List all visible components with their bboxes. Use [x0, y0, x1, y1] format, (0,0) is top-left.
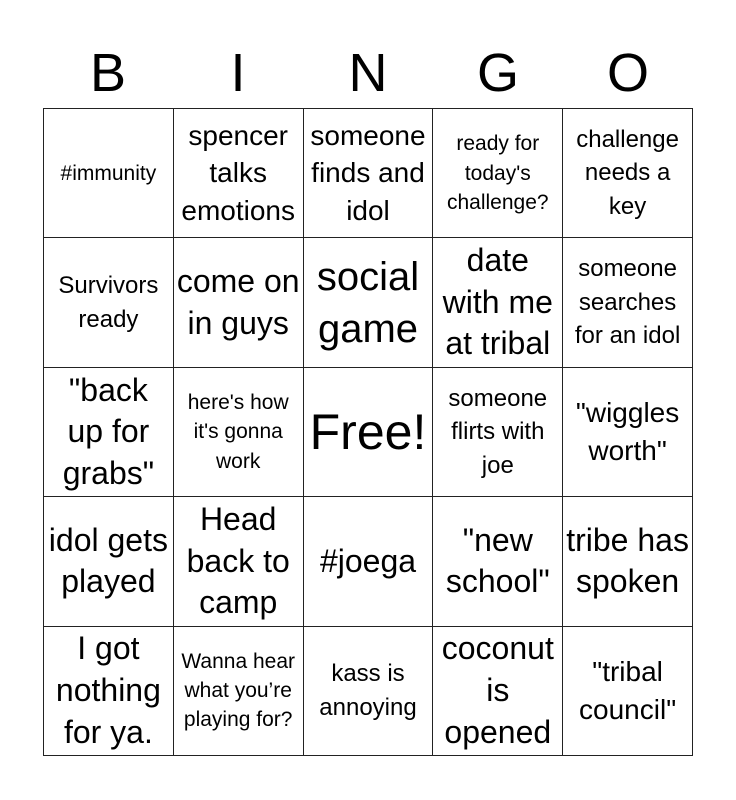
bingo-cell[interactable] — [44, 368, 174, 497]
bingo-cell[interactable] — [174, 368, 304, 497]
bingo-cell[interactable] — [44, 627, 174, 756]
bingo-cell-text: kass is annoying — [319, 660, 417, 721]
bingo-board — [43, 108, 693, 756]
bingo-cell-text: I got nothing for ya. — [55, 630, 161, 750]
bingo-cell-text: "tribal council" — [579, 655, 677, 725]
bingo-cell-text: someone finds and idol — [310, 119, 426, 227]
bingo-cell[interactable] — [174, 238, 304, 367]
bingo-cell[interactable] — [174, 627, 304, 756]
bingo-cell[interactable] — [433, 627, 563, 756]
bingo-cell-text: Wanna hear what you’re playing for? — [181, 649, 295, 732]
bingo-cell-text: social game — [316, 254, 420, 351]
bingo-cell[interactable] — [44, 238, 174, 367]
bingo-cell[interactable] — [433, 109, 563, 238]
bingo-cell-text: #immunity — [60, 161, 157, 185]
bingo-header — [43, 38, 693, 108]
header-letter-n: N — [348, 43, 388, 103]
bingo-cell-text: coconut is opened — [441, 630, 554, 750]
bingo-cell-text: someone searches for an idol — [574, 255, 681, 350]
bingo-cell[interactable] — [563, 238, 693, 367]
bingo-cell-text: "back up for grabs" — [62, 371, 155, 491]
bingo-cell[interactable] — [563, 497, 693, 626]
bingo-cell[interactable] — [44, 109, 174, 238]
header-letter-g: G — [476, 43, 519, 103]
bingo-cell-text: come on in guys — [176, 263, 300, 341]
bingo-cell-text: Head back to camp — [186, 501, 290, 621]
header-letter-o: O — [606, 43, 649, 103]
bingo-cell-text: here's how it's gonna work — [187, 390, 289, 473]
bingo-cell[interactable] — [304, 238, 434, 367]
bingo-cell-text: spencer talks emotions — [181, 119, 295, 227]
bingo-cell[interactable] — [304, 109, 434, 238]
bingo-cell[interactable] — [563, 627, 693, 756]
header-letter-b: B — [89, 43, 127, 103]
bingo-cell[interactable] — [304, 627, 434, 756]
bingo-cell[interactable] — [174, 109, 304, 238]
bingo-cell-text: idol gets played — [48, 521, 168, 600]
bingo-cell-text: "wiggles worth" — [575, 397, 680, 466]
bingo-cell[interactable] — [563, 368, 693, 497]
bingo-cell-text: challenge needs a key — [576, 125, 679, 220]
bingo-cell[interactable] — [563, 109, 693, 238]
bingo-cell[interactable] — [44, 497, 174, 626]
bingo-cell-text: date with me at tribal — [442, 242, 553, 362]
free-space-cell[interactable] — [304, 368, 434, 497]
bingo-cell-text: #joega — [319, 542, 417, 579]
bingo-cell-text: someone flirts with joe — [448, 384, 548, 479]
bingo-cell-text: Survivors ready — [58, 272, 159, 333]
bingo-cell-text: ready for today's challenge? — [446, 132, 549, 214]
bingo-cell[interactable] — [433, 238, 563, 367]
bingo-cell[interactable] — [304, 497, 434, 626]
bingo-cell-text: tribe has spoken — [566, 521, 689, 600]
bingo-cell[interactable] — [174, 497, 304, 626]
bingo-cell[interactable] — [433, 368, 563, 497]
header-letter-i: I — [230, 43, 246, 103]
bingo-cell[interactable] — [433, 497, 563, 626]
bingo-cell-text: "new school" — [445, 521, 550, 600]
bingo-cell-text: Free! — [309, 403, 427, 460]
